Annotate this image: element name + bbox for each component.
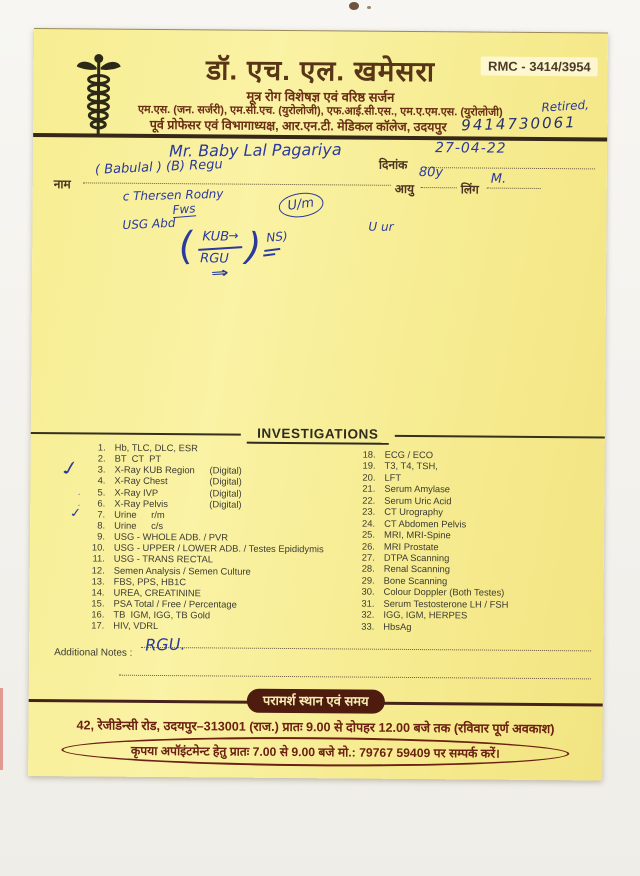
item-number: 14. xyxy=(91,586,105,598)
item-number: 15. xyxy=(91,597,105,609)
handwritten-name-line3: c Thersen Rodny xyxy=(122,186,224,204)
handwritten-kub-arrow: → xyxy=(228,228,239,243)
handwritten-circled-note: U/m xyxy=(277,190,324,220)
handwritten-age: 80y xyxy=(418,165,444,181)
item-text: Urine xyxy=(114,519,137,531)
item-text: T3, T4, TSH, xyxy=(384,460,438,472)
item-number: 22. xyxy=(362,494,376,506)
appointment-text: कृपया अपॉइंटमेन्ट हेतु प्रातः 7.00 से 9.00 बजे मो.: 79767 59409 पर सम्पर्क करें। xyxy=(130,743,500,761)
investigations-heading: INVESTIGATIONS xyxy=(247,426,389,445)
item-number: 13. xyxy=(91,575,105,587)
item-number: 23. xyxy=(362,505,376,517)
date-label: दिनांक xyxy=(378,157,408,172)
doctor-name: डॉ. एच. एल. खमेसरा xyxy=(206,54,436,88)
item-text: Serum Testosterone LH / FSH xyxy=(383,597,509,610)
item-number: 19. xyxy=(362,460,376,472)
investigations-list-left xyxy=(56,441,347,632)
item-text: Semen Analysis / Semen Culture xyxy=(113,564,251,577)
doctor-position: पूर्व प्रोफेसर एवं विभागाध्यक्ष, आर.एन.टी. मेडिकल कॉलेज, उदयपुर xyxy=(149,117,447,135)
handwritten-patient-name: Mr. Baby Lal Pagariya xyxy=(168,139,342,161)
prescription-paper xyxy=(28,28,608,780)
item-number: 25. xyxy=(361,528,376,540)
handwritten-date: 27-04-22 xyxy=(435,140,507,157)
scan-stain-small xyxy=(367,6,371,9)
date-field-line xyxy=(425,154,595,169)
item-number: 27. xyxy=(361,551,375,563)
handwritten-paren-right: ) xyxy=(244,224,263,270)
item-number: 28. xyxy=(361,562,375,575)
handwritten-ns: NS) xyxy=(265,228,289,245)
item-text: Serum Uric Acid xyxy=(384,494,452,507)
item-number: 3. xyxy=(97,463,106,475)
investigation-item xyxy=(354,620,594,633)
item-text: X-Ray IVP xyxy=(114,486,159,498)
handwritten-tick-icon: ✓ xyxy=(56,456,84,482)
item-text: USG - TRANS RECTAL xyxy=(113,553,214,565)
item-number: 9. xyxy=(97,530,106,542)
item-number: 7. xyxy=(97,508,106,520)
item-extra: (Digital) xyxy=(209,498,242,510)
handwritten-additional-note: RGU. xyxy=(144,634,186,655)
scan-stain xyxy=(349,2,359,10)
doctor-specialty: मूत्र रोग विशेषज्ञ एवं वरिष्ठ सर्जन xyxy=(246,88,395,105)
item-text: MRI, MRI-Spine xyxy=(383,528,451,541)
scan-edge-artifact xyxy=(0,688,3,770)
additional-notes-label: Additional Notes : xyxy=(54,647,133,659)
item-text: IGG, IGM, HERPES xyxy=(383,608,468,621)
rmc-number: RMC - 3414/3954 xyxy=(481,57,598,77)
item-number: 32. xyxy=(361,608,375,620)
handwritten-tick-icon: ˏ xyxy=(78,485,82,495)
handwritten-kub: KUB xyxy=(202,229,230,245)
item-text: FBS, PPS, HB1C xyxy=(113,575,187,587)
additional-notes-line1 xyxy=(141,634,591,652)
item-text: X-Ray KUB Region xyxy=(114,463,195,476)
handwritten-tick-icon: ✓ xyxy=(68,506,84,521)
item-number: 26. xyxy=(361,540,375,552)
item-text: Bone Scanning xyxy=(383,574,448,587)
item-text: Hb, TLC, DLC, ESR xyxy=(114,441,198,454)
item-text: HbsAg xyxy=(383,620,412,632)
item-number: 24. xyxy=(362,517,376,529)
item-extra: c/s xyxy=(151,519,164,532)
item-number: 12. xyxy=(91,564,105,576)
item-text: ECG / ECO xyxy=(384,448,434,461)
footer-badge: परामर्श स्थान एवं समय xyxy=(247,689,385,714)
investigation-item xyxy=(84,620,346,633)
item-number: 1. xyxy=(97,441,106,453)
item-text: Urine xyxy=(114,508,137,520)
item-text: BT CT PT xyxy=(114,452,162,465)
handwritten-usg-abd: USG Abd xyxy=(122,215,176,233)
item-text: Colour Doppler (Both Testes) xyxy=(383,586,505,598)
item-number: 33. xyxy=(361,620,375,632)
handwritten-rgu: RGU xyxy=(200,251,229,267)
item-number: 17. xyxy=(91,619,105,631)
item-text: Renal Scanning xyxy=(383,563,451,575)
divider-line-left xyxy=(31,432,241,436)
item-extra: r/m xyxy=(151,508,165,520)
item-text: DTPA Scanning xyxy=(383,551,450,564)
item-text: MRI Prostate xyxy=(383,540,439,552)
handwritten-phone: 9414730061 xyxy=(461,113,577,135)
handwritten-arrow: ⇒ xyxy=(209,264,230,282)
item-number: 20. xyxy=(362,471,376,483)
item-text: CT Urography xyxy=(384,505,443,518)
item-text: TB IGM, IGG, TB Gold xyxy=(113,608,211,621)
item-text: LFT xyxy=(384,471,402,483)
item-number: 18. xyxy=(362,448,376,460)
item-extra: (Digital) xyxy=(209,464,242,476)
handwritten-ns-underline2 xyxy=(263,253,275,257)
age-label: आयु xyxy=(394,181,415,196)
appointment-note xyxy=(61,735,569,768)
item-number: 11. xyxy=(92,552,105,564)
handwritten-scribble-fws: Fws xyxy=(172,201,197,218)
investigations-list-right xyxy=(354,449,595,634)
name-label: नाम xyxy=(53,177,71,192)
handwritten-sex: M. xyxy=(490,171,507,187)
item-text: X-Ray Pelvis xyxy=(114,497,168,509)
item-text: CT Abdomen Pelvis xyxy=(384,517,467,530)
sex-label: लिंग xyxy=(460,182,479,197)
item-text: USG - WHOLE ADB. / PVR xyxy=(113,530,229,543)
handwritten-paren-left: ( xyxy=(176,223,196,269)
item-number: 21. xyxy=(362,482,376,495)
item-number: 10. xyxy=(91,541,105,553)
item-number: 31. xyxy=(361,597,375,609)
item-extra: (Digital) xyxy=(209,486,242,499)
item-number: 16. xyxy=(91,608,105,620)
item-number: 5. xyxy=(97,486,106,498)
item-text: Serum Amylase xyxy=(384,483,451,495)
item-number: 8. xyxy=(97,519,106,531)
item-text: X-Ray Chest xyxy=(114,475,168,487)
item-number: 6. xyxy=(97,497,106,509)
handwritten-word: Retired, xyxy=(541,97,590,115)
item-text: UREA, CREATININE xyxy=(113,586,201,599)
item-extra: (Digital) xyxy=(209,475,242,488)
item-number: 4. xyxy=(97,474,106,486)
handwritten-fraction-line xyxy=(198,246,242,251)
doctor-qualifications: एम.एस. (जन. सर्जरी), एम.सी.एच. (युरोलोजी), एफ.आई.सी.एस., एम.ए.एम.एस. (युरोलोजी) xyxy=(137,103,503,119)
handwritten-tick-icon: ˏ xyxy=(78,497,81,507)
item-number: 29. xyxy=(361,574,375,586)
divider-line-right xyxy=(395,435,605,439)
footer-address: 42, रेजीडेन्सी रोड, उदयपुर–313001 (राज.) प्रातः 9.00 से दोपहर 12.00 बजे तक (रविवार पूर्ण अवकाश) xyxy=(76,718,555,737)
item-text: PSA Total / Free / Percentage xyxy=(113,597,237,610)
handwritten-ns-underline xyxy=(264,248,280,252)
handwritten-uur: U ur xyxy=(368,219,394,234)
handwritten-name-line2: ( Babulal ) (B) Regu xyxy=(94,157,224,178)
additional-notes-line2 xyxy=(119,662,591,680)
item-text: HIV, VDRL xyxy=(113,619,159,632)
item-number: 2. xyxy=(97,452,106,464)
item-number: 30. xyxy=(361,585,375,597)
item-text: USG - UPPER / LOWER ADB. / Testes Epididymis xyxy=(113,541,324,555)
